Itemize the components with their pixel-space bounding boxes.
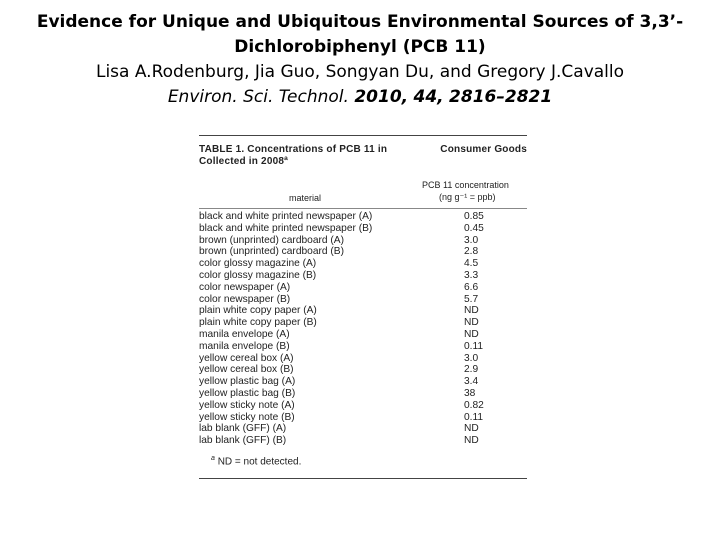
table-row: [199, 423, 527, 435]
table-caption-right: Consumer Goods: [440, 144, 527, 155]
cell-material: color newspaper (A): [199, 281, 291, 293]
table-body: [199, 211, 527, 447]
table-footnote: [211, 453, 527, 468]
cell-material: yellow plastic bag (B): [199, 387, 296, 399]
concentration-table: [199, 135, 527, 479]
cell-material: color glossy magazine (B): [199, 269, 317, 281]
table-caption-left: TABLE 1. Concentrations of PCB 11 in: [199, 144, 388, 155]
table-row: [199, 270, 527, 282]
table-row: [199, 388, 527, 400]
cell-concentration: ND: [464, 328, 479, 340]
cell-material: black and white printed newspaper (B): [199, 222, 373, 234]
table-row: [199, 211, 527, 223]
table-row: [199, 258, 527, 270]
cell-material: black and white printed newspaper (A): [199, 211, 373, 222]
table-row: [199, 305, 527, 317]
cell-concentration: 4.5: [464, 258, 479, 270]
cell-concentration: 0.85: [464, 211, 484, 222]
table-row: [199, 246, 527, 258]
cell-concentration: 0.45: [464, 222, 484, 234]
cell-material: brown (unprinted) cardboard (B): [199, 246, 344, 258]
cell-material: plain white copy paper (B): [199, 317, 317, 329]
cell-concentration: 2.9: [464, 364, 479, 376]
journal-name: Environ. Sci. Technol.: [167, 87, 349, 107]
cell-material: lab blank (GFF) (B): [199, 435, 287, 447]
cell-concentration: ND: [464, 305, 479, 317]
title-line-1: Evidence for Unique and Ubiquitous Environmental Sources of 3,3’-: [36, 12, 684, 32]
cell-material: lab blank (GFF) (A): [199, 423, 287, 435]
table-bottom-rule: [199, 478, 527, 479]
footnote-text: ND = not detected.: [217, 456, 302, 468]
table-caption-line2: Collected in 2008ª: [199, 156, 289, 167]
cell-concentration: 5.7: [464, 293, 479, 305]
cell-concentration: 2.8: [464, 246, 479, 258]
cell-concentration: 3.3: [464, 269, 479, 281]
cell-concentration: 38: [464, 387, 476, 399]
cell-concentration: 0.11: [464, 340, 484, 352]
journal-volume: 44,: [413, 87, 444, 107]
cell-material: brown (unprinted) cardboard (A): [199, 234, 344, 246]
table-row: [199, 317, 527, 329]
cell-concentration: 3.0: [464, 352, 479, 364]
cell-material: yellow plastic bag (A): [199, 376, 296, 388]
title-line-2: Dichlorobiphenyl (PCB 11): [234, 37, 486, 57]
cell-material: manila envelope (A): [199, 328, 290, 340]
table-top-rule: [199, 135, 527, 136]
cell-material: yellow sticky note (A): [199, 399, 295, 411]
column-header-concentration: PCB 11 concentration: [422, 180, 509, 190]
table-row: [199, 353, 527, 365]
cell-concentration: 3.4: [464, 376, 479, 388]
journal-year: 2010,: [354, 87, 409, 107]
table-row: [199, 341, 527, 353]
column-header-material: material: [289, 193, 322, 203]
cell-material: plain white copy paper (A): [199, 305, 317, 317]
cell-material: yellow cereal box (A): [199, 352, 294, 364]
footnote-mark: a: [211, 454, 215, 462]
table-row: [199, 282, 527, 294]
cell-concentration: ND: [464, 435, 479, 447]
citation-line: [0, 85, 720, 110]
cell-concentration: 0.11: [464, 411, 484, 423]
cell-concentration: ND: [464, 317, 479, 329]
cell-concentration: 6.6: [464, 281, 479, 293]
cell-concentration: 0.82: [464, 399, 484, 411]
table-row: [199, 329, 527, 341]
table-row: [199, 223, 527, 235]
table-row: [199, 235, 527, 247]
cell-material: yellow cereal box (B): [199, 364, 294, 376]
cell-concentration: 3.0: [464, 234, 479, 246]
table-row: [199, 400, 527, 412]
authors-line: Lisa A.Rodenburg, Jia Guo, Songyan Du, and Gregory J.Cavallo: [95, 62, 625, 82]
slide-title-block: [0, 10, 720, 110]
table-header: [199, 176, 527, 206]
column-header-units: (ng g⁻¹ = ppb): [439, 192, 496, 202]
table-row: [199, 435, 527, 447]
table-caption: [199, 144, 527, 156]
cell-concentration: ND: [464, 423, 479, 435]
cell-material: color glossy magazine (A): [199, 258, 317, 270]
header-rule: [199, 208, 527, 209]
table-row: [199, 294, 527, 306]
table-row: [199, 364, 527, 376]
table-row: [199, 412, 527, 424]
cell-material: color newspaper (B): [199, 293, 291, 305]
table-row: [199, 376, 527, 388]
journal-pages: 2816–2821: [449, 87, 553, 107]
cell-material: manila envelope (B): [199, 340, 290, 352]
cell-material: yellow sticky note (B): [199, 411, 295, 423]
